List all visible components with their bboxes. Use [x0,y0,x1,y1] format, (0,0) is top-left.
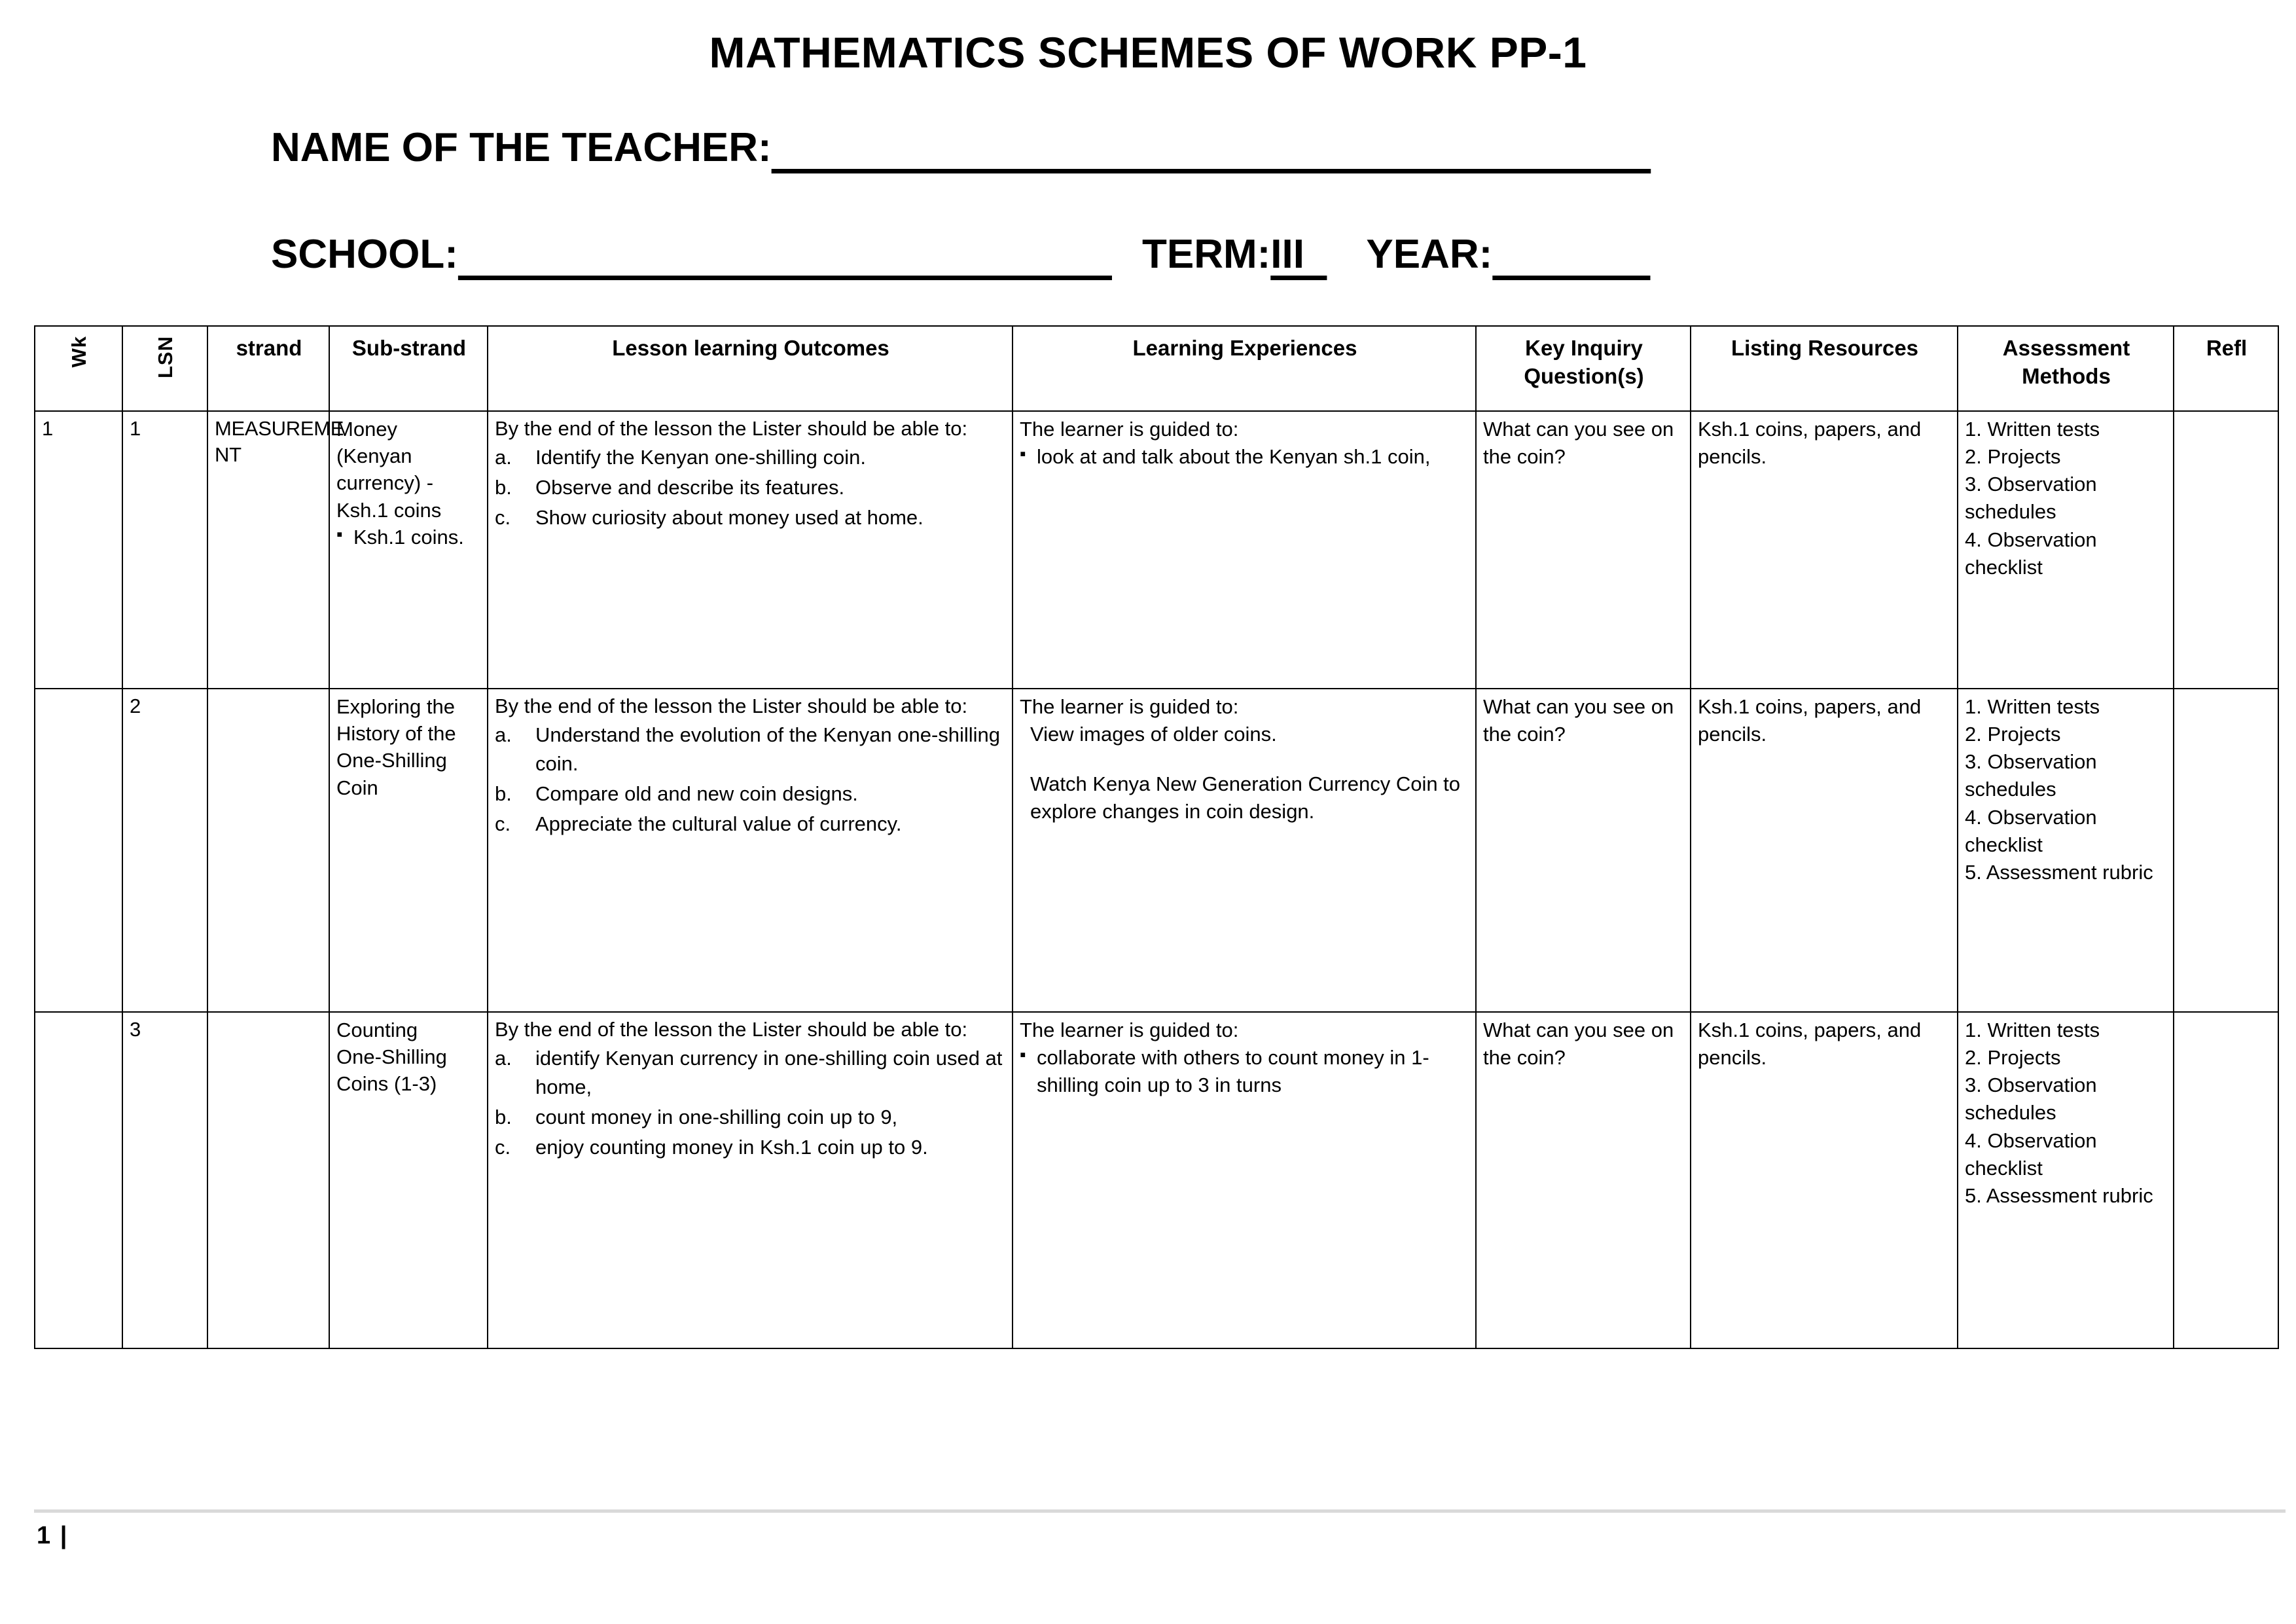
assessment-method-item: 4. Observation checklist [1965,805,2097,856]
cell-key-inquiry-question [1476,689,1691,1012]
cell-refl [2174,411,2278,689]
table-header [35,326,2278,411]
column-header-learning-experiences: Learning Experiences [1013,326,1476,411]
assessment-method-item: 5. Assessment rubric [1965,860,2153,884]
cell-assessment-methods [1958,1012,2174,1348]
column-header-assessment-line2: Methods [2022,363,2111,388]
cell-learning-experiences [1013,411,1476,689]
sub-strand-line: Money [336,418,398,441]
outcome-text: enjoy counting money in Ksh.1 coin up to 9. [535,1136,928,1159]
sub-strand-lines [336,1017,482,1098]
sub-strand-lines [336,693,482,801]
column-header-lsn [122,326,207,411]
outcome-marker: a. [495,446,512,469]
year-field-label: YEAR: [1366,232,1493,278]
sub-strand-line: Counting [336,1019,418,1041]
key-inquiry-text: What can you see on the coin? [1483,695,1674,746]
experiences-spacer [1020,748,1470,770]
column-header-strand: strand [207,326,329,411]
sub-strand-line: One-Shilling [336,1045,447,1069]
outcomes-list [495,721,1007,839]
outcomes-lead-text: By the end of the lesson the Lister should be able to: [495,1018,968,1041]
outcomes-list [495,443,1007,532]
outcome-item [495,1133,1007,1162]
outcomes-list [495,1044,1007,1162]
cell-week: 1 [35,411,122,689]
teacher-field-line [0,126,2296,169]
cell-lesson-learning-outcomes [488,689,1013,1012]
assessment-methods-list [1965,693,2168,886]
column-header-key-inquiry-questions [1476,326,1691,411]
experience-bullet-item: ▪ look at and talk about the Kenyan sh.1 coin, [1020,443,1470,471]
outcome-text: Observe and describe its features. [535,476,845,499]
resources-text: Ksh.1 coins, papers, and pencils. [1698,1019,1922,1070]
column-header-refl: Refl [2174,326,2278,411]
outcome-marker: c. [495,1136,511,1159]
term-field-value[interactable]: III [1270,232,1327,278]
column-header-listing-resources: Listing Resources [1691,326,1958,411]
outcome-marker: a. [495,723,512,747]
outcome-item [495,810,1007,839]
outcome-item [495,473,1007,502]
cell-listing-resources [1691,411,1958,689]
cell-lesson-learning-outcomes [488,411,1013,689]
assessment-method-item: 2. Projects [1965,723,2061,746]
column-header-wk-label: Wk [67,336,90,368]
term-field-label: TERM: [1141,232,1271,278]
column-header-key-inquiry-line1: Key Inquiry [1525,336,1643,360]
experiences-lead-text: The learner is guided to: [1020,1019,1239,1041]
table-header-row [35,326,2278,411]
table-row [35,689,2278,1012]
assessment-method-item: 2. Projects [1965,445,2061,469]
table-row [35,1012,2278,1348]
cell-sub-strand [329,689,488,1012]
teacher-field-label: NAME OF THE TEACHER: [271,125,772,171]
table-body [35,411,2278,1348]
column-header-wk [35,326,122,411]
assessment-method-item: 1. Written tests [1965,418,2100,441]
cell-listing-resources [1691,689,1958,1012]
column-header-sub-strand: Sub-strand [329,326,488,411]
outcome-marker: c. [495,812,511,836]
cell-key-inquiry-question [1476,1012,1691,1348]
outcomes-lead-text: By the end of the lesson the Lister should be able to: [495,417,968,440]
outcome-item [495,721,1007,778]
cell-listing-resources [1691,1012,1958,1348]
outcome-item [495,443,1007,472]
cell-lesson-number: 3 [122,1012,207,1348]
outcome-text: Appreciate the cultural value of currency. [535,812,902,836]
experiences-bullet-list [1020,443,1470,471]
cell-learning-experiences [1013,689,1476,1012]
outcome-text: count money in one-shilling coin up to 9, [535,1106,898,1129]
outcome-text: Compare old and new coin designs. [535,782,858,806]
cell-sub-strand [329,1012,488,1348]
sub-strand-line: Coin [336,776,378,799]
column-header-lesson-learning-outcomes: Lesson learning Outcomes [488,326,1013,411]
footer-page-number: 1 | [37,1522,69,1549]
teacher-field-blank[interactable] [772,125,1651,170]
table-row [35,411,2278,689]
school-field-blank[interactable] [458,232,1112,277]
cell-sub-strand [329,411,488,689]
outcomes-lead-text: By the end of the lesson the Lister should be able to: [495,695,968,717]
sub-strand-line: Exploring the [336,695,455,718]
sub-strand-line: Coins (1-3) [336,1072,437,1096]
assessment-method-item: 2. Projects [1965,1046,2061,1070]
school-term-year-line [0,233,2296,276]
sub-strand-line: One-Shilling [336,749,447,772]
experience-text-line: Watch Kenya New Generation Currency Coin to explore changes in coin design. [1030,772,1461,823]
outcome-item [495,1103,1007,1132]
assessment-method-item: 4. Observation checklist [1965,1128,2097,1180]
cell-week [35,1012,122,1348]
cell-lesson-learning-outcomes [488,1012,1013,1348]
assessment-method-item: 3. Observation schedules [1965,1074,2097,1125]
assessment-method-item: 1. Written tests [1965,1019,2100,1041]
outcome-text: Identify the Kenyan one-shilling coin. [535,446,866,469]
experiences-bullet-list [1020,1044,1470,1099]
column-header-lsn-label: LSN [153,336,177,378]
school-field-label: SCHOOL: [271,232,458,278]
cell-key-inquiry-question [1476,411,1691,689]
outcome-text: Show curiosity about money used at home. [535,506,924,530]
schemes-of-work-table [34,325,2279,1349]
outcome-text: Understand the evolution of the Kenyan one-shilling coin. [535,723,1001,776]
sub-strand-bullet-item: ▪ Ksh.1 coins. [336,524,482,551]
cell-assessment-methods [1958,411,2174,689]
column-header-assessment-methods [1958,326,2174,411]
experiences-lead-text: The learner is guided to: [1020,695,1239,718]
cell-assessment-methods [1958,689,2174,1012]
sub-strand-bullet-list [336,524,482,551]
cell-refl [2174,689,2278,1012]
outcome-marker: b. [495,1106,512,1129]
sub-strand-line: Ksh.1 coins [336,498,442,522]
outcome-marker: b. [495,782,512,806]
cell-lesson-number: 2 [122,689,207,1012]
sub-strand-line: (Kenyan [336,444,412,468]
experience-bullet-item: ▪ collaborate with others to count money in 1-shilling coin up to 3 in turns [1020,1044,1470,1099]
experience-text-line: View images of older coins. [1030,723,1277,746]
cell-week [35,689,122,1012]
outcome-item [495,1044,1007,1102]
cell-lesson-number: 1 [122,411,207,689]
experiences-lead-text: The learner is guided to: [1020,418,1239,441]
year-field-blank[interactable] [1492,232,1650,277]
key-inquiry-text: What can you see on the coin? [1483,418,1674,469]
assessment-method-item: 4. Observation checklist [1965,528,2097,579]
sub-strand-line: History of the [336,722,456,746]
cell-strand [207,1012,329,1348]
assessment-method-item: 3. Observation schedules [1965,750,2097,801]
assessment-method-item: 5. Assessment rubric [1965,1183,2153,1207]
sub-strand-lines [336,416,482,524]
outcome-item [495,503,1007,532]
footer-divider [34,1509,2286,1513]
assessment-methods-list [1965,1017,2168,1210]
sub-strand-line: currency) - [336,471,434,495]
schemes-of-work-table-wrapper [34,325,2278,1349]
cell-strand [207,689,329,1012]
assessment-method-item: 1. Written tests [1965,695,2100,718]
outcome-text: identify Kenyan currency in one-shilling coin used at home, [535,1047,1003,1099]
column-header-key-inquiry-line2: Question(s) [1524,363,1644,388]
resources-text: Ksh.1 coins, papers, and pencils. [1698,695,1922,746]
outcome-marker: c. [495,506,511,530]
assessment-methods-list [1965,416,2168,581]
assessment-method-item: 3. Observation schedules [1965,473,2097,524]
cell-strand: MEASUREME NT [207,411,329,689]
cell-refl [2174,1012,2278,1348]
outcome-item [495,780,1007,808]
page-title: MATHEMATICS SCHEMES OF WORK PP-1 [709,28,1587,77]
outcome-marker: b. [495,476,512,499]
resources-text: Ksh.1 coins, papers, and pencils. [1698,418,1922,469]
column-header-assessment-line1: Assessment [2002,336,2130,360]
cell-learning-experiences [1013,1012,1476,1348]
outcome-marker: a. [495,1047,512,1070]
key-inquiry-text: What can you see on the coin? [1483,1019,1674,1070]
